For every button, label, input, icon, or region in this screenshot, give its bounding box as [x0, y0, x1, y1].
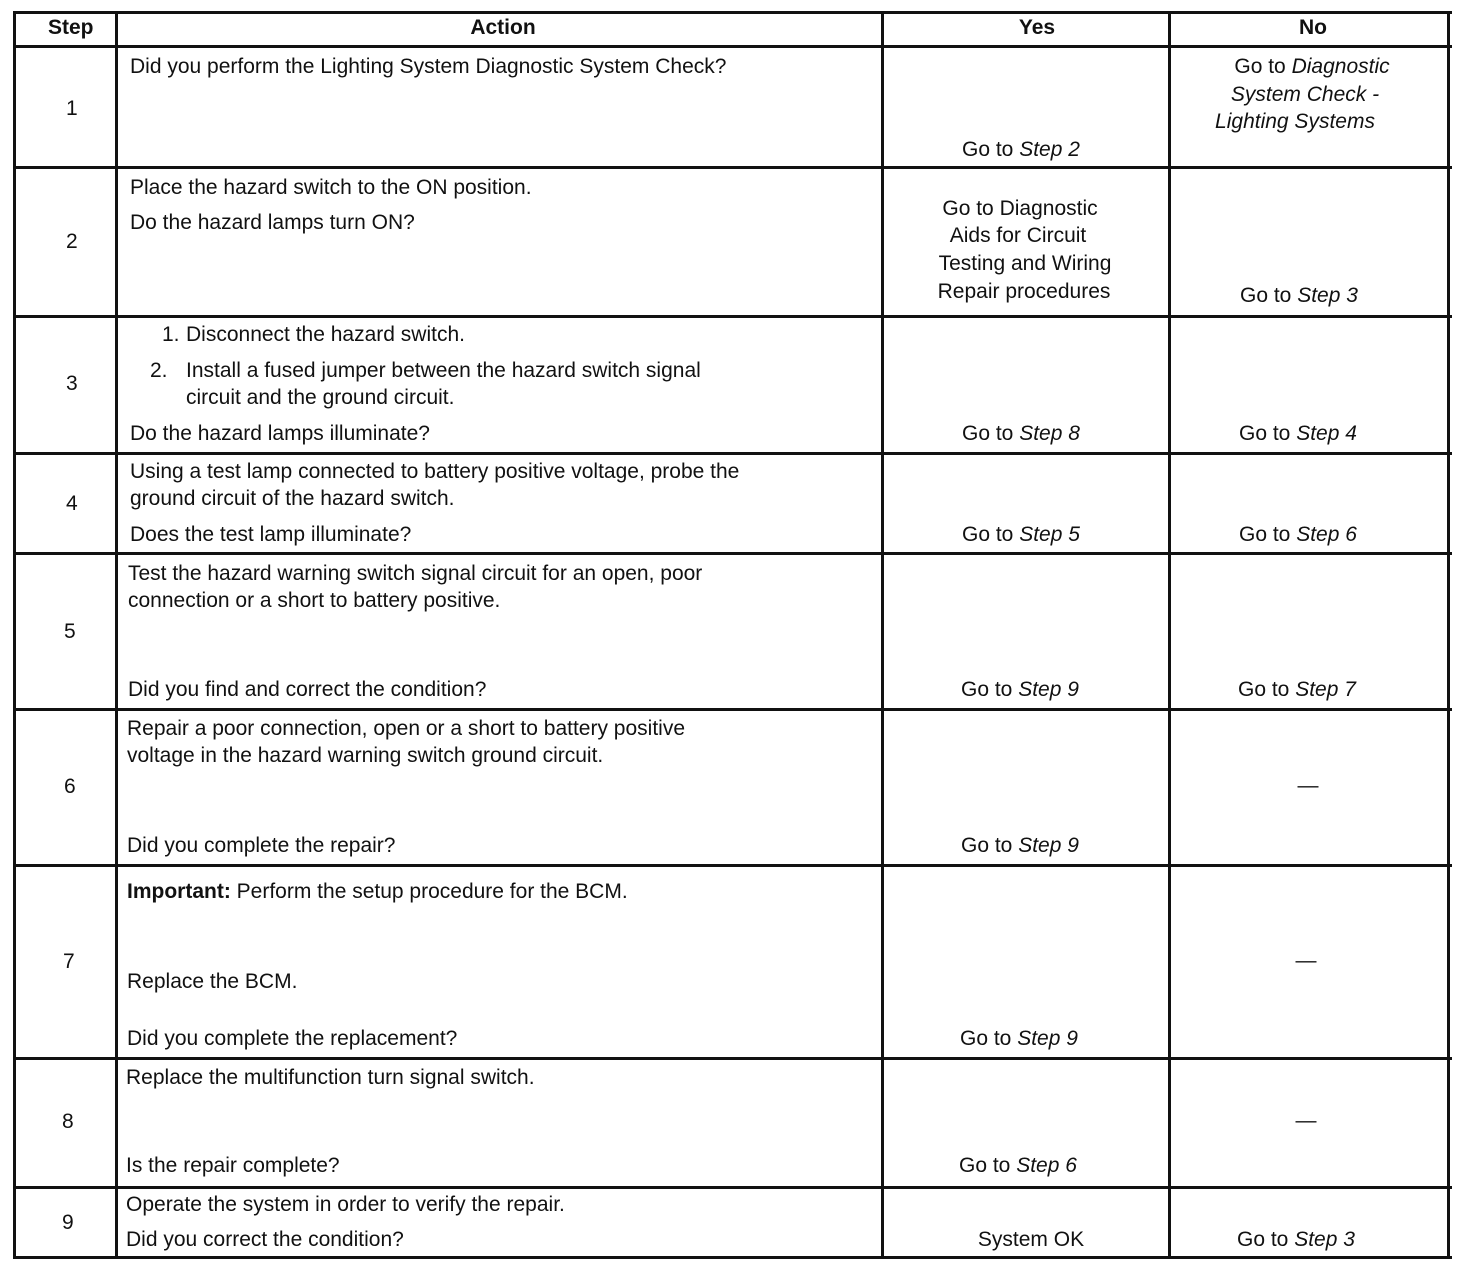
no-cell: Go to Step 7	[1238, 678, 1356, 701]
yes-cell: Go to Diagnostic	[942, 197, 1098, 220]
header-step: Step	[48, 16, 94, 39]
step-number: 1	[66, 97, 78, 120]
header-yes: Yes	[1018, 16, 1056, 39]
no-cell: Go to Step 4	[1239, 422, 1357, 445]
action-text: Is the repair complete?	[126, 1154, 340, 1177]
yes-cell: Go to Step 9	[961, 678, 1079, 701]
divider	[14, 1256, 1452, 1259]
header-action: Action	[470, 16, 536, 39]
divider	[14, 45, 1452, 48]
action-text: Install a fused jumper between the hazard switch signal	[186, 359, 701, 382]
action-text: Test the hazard warning switch signal circuit for an open, poor	[128, 562, 703, 585]
yes-cell: Testing and Wiring	[938, 252, 1112, 275]
yes-cell: System OK	[977, 1228, 1085, 1251]
action-text: Do the hazard lamps turn ON?	[130, 211, 415, 234]
divider	[14, 864, 1452, 867]
divider	[14, 1057, 1452, 1060]
step-number: 3	[66, 372, 78, 395]
action-text: Replace the BCM.	[127, 970, 298, 993]
divider	[14, 11, 1452, 14]
action-text: Did you find and correct the condition?	[128, 678, 487, 701]
divider	[881, 11, 884, 1259]
yes-cell: Go to Step 9	[961, 834, 1079, 857]
divider	[13, 11, 16, 1259]
no-cell: —	[1295, 1109, 1317, 1132]
action-text: Repair a poor connection, open or a short to battery positive	[127, 717, 685, 740]
step-number: 6	[64, 775, 76, 798]
step-number: 5	[64, 620, 76, 643]
action-text: Did you perform the Lighting System Diagnostic System Check?	[130, 55, 727, 78]
yes-cell: Go to Step 6	[959, 1154, 1077, 1177]
divider	[115, 11, 118, 1259]
yes-cell: Go to Step 5	[962, 523, 1080, 546]
action-text: Important: Perform the setup procedure for the BCM.	[127, 880, 628, 903]
action-text: Did you complete the repair?	[127, 834, 396, 857]
divider	[14, 708, 1452, 711]
action-text: Did you correct the condition?	[126, 1228, 404, 1251]
divider	[14, 452, 1452, 455]
step-number: 9	[62, 1211, 74, 1234]
yes-cell: Go to Step 9	[960, 1027, 1078, 1050]
no-cell: Go to Step 3	[1240, 284, 1358, 307]
action-text: Using a test lamp connected to battery positive voltage, probe the	[130, 460, 740, 483]
action-text: Do the hazard lamps illuminate?	[130, 422, 430, 445]
no-cell-line: Lighting Systems	[1215, 110, 1375, 133]
yes-cell: Go to Step 2	[962, 138, 1080, 161]
divider	[14, 1186, 1452, 1189]
action-text: connection or a short to battery positive.	[128, 589, 501, 612]
list-number: 1.	[162, 323, 180, 346]
step-number: 7	[63, 950, 75, 973]
yes-cell: Aids for Circuit	[949, 224, 1087, 247]
divider	[14, 315, 1452, 318]
step-number: 8	[62, 1110, 74, 1133]
action-text: Operate the system in order to verify the repair.	[126, 1193, 565, 1216]
header-no: No	[1299, 16, 1327, 39]
action-text: Does the test lamp illuminate?	[130, 523, 412, 546]
step-number: 2	[66, 230, 78, 253]
action-text: Did you complete the replacement?	[127, 1027, 458, 1050]
no-cell: Go to Step 6	[1239, 523, 1357, 546]
no-cell: Go to Diagnostic	[1234, 55, 1390, 78]
action-text: circuit and the ground circuit.	[186, 386, 455, 409]
yes-cell: Go to Step 8	[962, 422, 1080, 445]
action-text: Place the hazard switch to the ON position.	[130, 176, 532, 199]
divider	[1447, 11, 1450, 1259]
no-cell: Go to Step 3	[1237, 1228, 1355, 1251]
action-text: Disconnect the hazard switch.	[186, 323, 465, 346]
no-cell: —	[1297, 774, 1319, 797]
yes-cell: Repair procedures	[937, 280, 1111, 303]
step-number: 4	[66, 492, 78, 515]
action-text: voltage in the hazard warning switch ground circuit.	[127, 744, 604, 767]
divider	[14, 552, 1452, 555]
no-cell: —	[1295, 949, 1317, 972]
divider	[14, 166, 1452, 169]
action-text: Replace the multifunction turn signal switch.	[126, 1066, 535, 1089]
important-label: Important:	[127, 880, 231, 903]
list-number: 2.	[150, 359, 168, 382]
action-text: ground circuit of the hazard switch.	[130, 487, 455, 510]
divider	[1168, 11, 1171, 1259]
no-cell-line: System Check -	[1230, 83, 1380, 106]
